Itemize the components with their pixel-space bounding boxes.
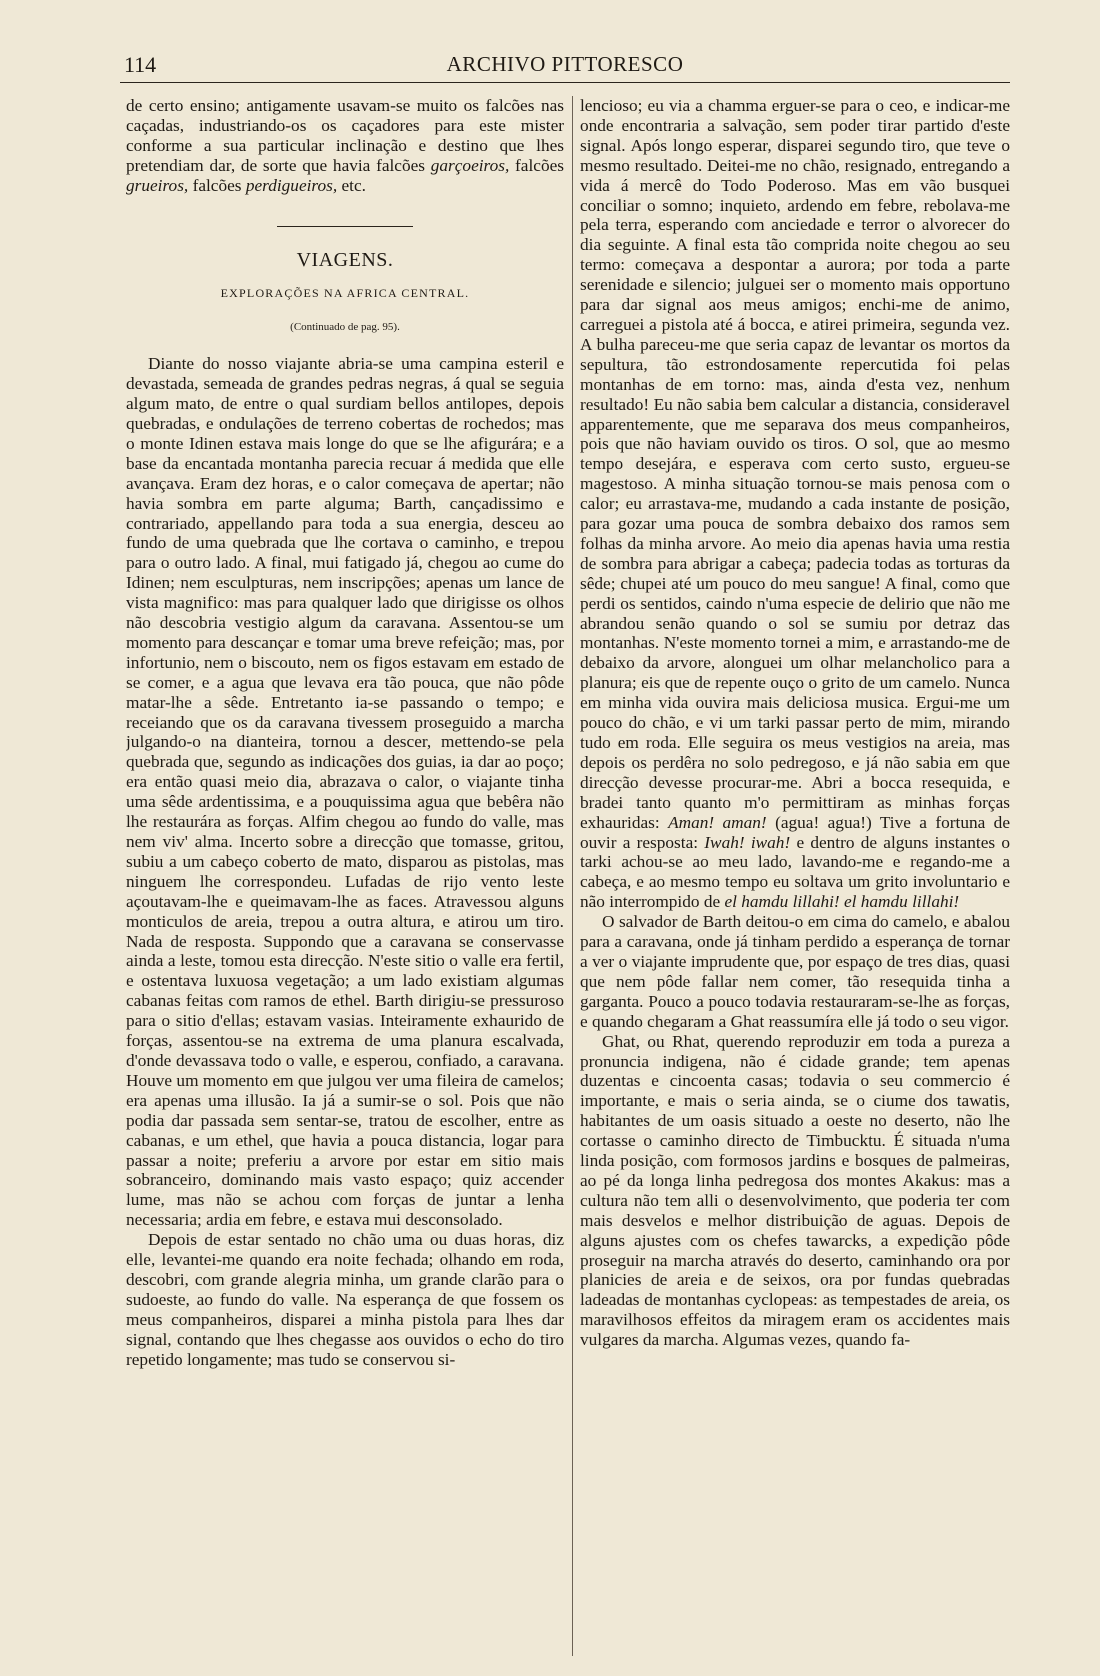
intro-paragraph [126,96,564,196]
body-paragraph [580,96,1010,912]
text-run: e dentro de alguns instantes o tarki achou-se ao meu lado, lavando-me e regando-me a cabeça, e ao mesmo tempo eu soltava um grito involuntario e não interrompido de [580,832,1010,912]
page-header [120,48,1010,83]
text-run: de certo ensino; antigamente usavam-se muito os falcões nas caçadas, industriando-os os caçadores para este mister conforme a sua particular inclinação e destino que lhes pretendiam dar, de sorte que havia falcões [126,96,564,175]
section-rule [277,226,413,227]
italic-text: el hamdu lillahi! el hamdu lillahi! [724,892,960,912]
column-divider [572,96,573,1656]
body-paragraph: Diante do nosso viajante abria-se uma campina esteril e devastada, semeada de grandes pedras negras, á qual se seguia algum mato, de entre o qual surdiam bellos antilopes, depois quebradas, e ondulações de terreno cobertas de rochedos; mas o monte Idinen estava mais longe do que se lhe afigurára; e a base da encantada montanha parecia recuar á medida que elle avançava. Eram dez horas, e o calor começava de apertar; não havia sombra em parte alguma; Barth, cançadissimo e contrariado, appellando para toda a sua energia, desceu ao fundo de uma quebrada que lhe cortava o caminho, e trepou para o outro lado. A final, mui fatigado já, chegou ao cume do Idinen; nem esculpturas, nem inscripções; apenas um lance de vista magnifico: mas para qualquer lado que dirigisse os olhos não descobria vestigio algum da caravana. Assentou-se um momento para descançar e tomar uma breve refeição; mas, por infortunio, nem o biscouto, nem os figos estavam em estado de se comer, e a agua que levava era tão pouca, que não pôde matar-lhe a sêde. Entretanto ia-se passando o tempo; e receiando que os da caravana tivessem proseguido a marcha julgando-o na dianteira, tornou a descer, mettendo-se pela quebrada que, segundo as indicações dos guias, ia dar ao poço; era então quasi meio dia, abrazava o calor, o viajante tinha uma sêde ardentissima, e a pouquissima agua que bebêra não lhe restaurára as forças. Alfim chegou ao fundo do valle, mas nem viv' alma. Incerto sobre a direcção que tomasse, gritou, subiu a um cabeço coberto de mato, disparou as pistolas, mas ninguem lhe correspondeu. Lufadas de rijo vento leste açoutavam-lhe e queimavam-lhe as faces. Atravessou alguns monticulos de areia, trepou a outra altura, e atirou um tiro. Nada de resposta. Suppondo que a caravana se conservasse ainda a leste, tomou esta direcção. N'este sitio o valle era fertil, e ostentava luxuosa vegetação; a um lado existiam algumas cabanas feitas com ramos de ethel. Barth dirigiu-se pressuroso para o sitio d'ellas; estavam vasias. Inteiramente exhaurido de forças, assentou-se na extrema de uma planura escalvada, d'onde devassava todo o valle, e esperou, confiado, a caravana. Houve um momento em que julgou ver uma fileira de camelos; era apenas uma illusão. Ia já a sumir-se o sol. Pois que não podia dar passada sem sentar-se, tratou de escolher, entre as cabanas, e um ethel, que havia a pouca distancia, logar para passar a noite; preferiu a arvore por estar em sitio mais sobranceiro, dominando mais vasto espaço; quiz accender lume, mas não se achou com forças de juntar a lenha necessaria; ardia em febre, e estava mui desconsolado. [126,354,564,1230]
page-number: 114 [124,52,157,77]
section-note: (Continuado de pag. 95). [290,321,400,334]
text-run: falcões [509,155,564,175]
text-run: falcões [188,175,246,195]
left-column [126,96,564,1666]
italic-text: garçoeiros, [430,155,510,175]
section-title: VIAGENS. [296,248,394,271]
body-paragraph: O salvador de Barth deitou-o em cima do camelo, e abalou para a caravana, onde já tinham perdido a esperança de tornar a ver o viajante imprudente que, por espaço de tres dias, quasi que nem pôde fallar nem comer, tão resequida tinha a garganta. Pouco a pouco todavia restauraram-se-lhe as forças, e quando chegaram a Ghat reassumíra elle já todo o seu vigor. [580,912,1010,1031]
italic-text: grueiros, [126,175,189,195]
running-head: ARCHIVO PITTORESCO [446,52,684,76]
body-paragraph: Ghat, ou Rhat, querendo reproduzir em toda a pureza a pronuncia indigena, não é cidade grande; tem apenas duzentas e cincoenta casas; todavia o seu commercio é importante, e mais o seria ainda, se o ciume dos tawatis, habitantes de um oasis situado a oeste no deserto, não lhe cortasse o caminho directo de Timbucktu. É situada n'uma linda posição, com formosos jardins e bosques de palmeiras, ao pé da longa linha pedregosa dos montes Akakus: mas a cultura não tem alli o desenvolvimento, que poderia ter com mais desvelos e melhor distribuição de aguas. Depois de alguns ajustes com os chefes tawarcks, a expedição pôde proseguir na marcha através do deserto, caminhando ora por planicies de areia e de seixos, ora por fundas quebradas ladeadas de montanhas cyclopeas: as tempestades de areia, os maravilhosos effeitos da miragem eram os accidentes mais vulgares da marcha. Algumas vezes, quando fa- [580,1031,1010,1350]
text-run: (agua! agua!) Tive a fortuna de ouvir a resposta: [580,812,1010,852]
text-run: etc. [337,175,366,195]
italic-text: Aman! aman! [668,812,767,832]
italic-text: Iwah! iwah! [704,832,791,852]
body-paragraph: Depois de estar sentado no chão uma ou duas horas, diz elle, levantei-me quando era noite fechada; olhando em roda, descobri, com grande alegria minha, um grande clarão para o sudoeste, ao fundo do valle. Na esperança de que fossem os meus companheiros, disparei a minha pistola para lhes dar signal, contando que lhes chegasse aos ouvidos o echo do tiro repetido longamente; mas tudo se conservou si- [126,1230,564,1369]
italic-text: perdigueiros, [245,175,338,195]
section-subtitle: EXPLORAÇÕES NA AFRICA CENTRAL. [220,286,470,301]
text-run: lencioso; eu via a chamma erguer-se para o ceo, e indicar-me onde encontraria a salvação, sem poder tirar partido d'este signal. Após longo esperar, disparei segundo tiro, que teve o mesmo resultado. Deitei-me no chão, resignado, entregando a vida á mercê do Todo Poderoso. Mas em vão busquei conciliar o somno; inquieto, ardendo em febre, rebolava-me pela terra, esperando com anciedade e terror o alvorecer do dia seguinte. A final esta tão comprida noite chegou ao seu termo: começava a despontar a aurora; por toda a parte serenidade e silencio; julguei ser o momento mais opportuno para dar signal aos meus amigos; enchi-me de animo, carreguei a pistola até á bocca, e atirei primeira, segunda vez. A bulha pareceu-me que seria capaz de levantar os mortos da sepultura, tão estrondosamente repercutida foi pelas montanhas de em torno: mas, ainda d'esta vez, nenhum resultado! Eu não sabia bem calcular a distancia, consideravel apparentemente, que me separava dos meus companheiros, pois que não haviam ouvido os tiros. O sol, que ao mesmo tempo desejára, e esperava com certo susto, ergueu-se magestoso. A minha situação tornou-se mais penosa com o calor; eu arrastava-me, mudando a cada instante de posição, para gozar uma pouca de sombra debaixo dos ramos sem folhas da minha arvore. Ao meio dia apenas havia uma restia de sombra para abrigar a cabeça; padecia todas as torturas da sêde; chupei até um pouco do meu sangue! A final, como que perdi os sentidos, caindo n'uma especie de delirio que não me abrandou senão quando o sol se sumiu por detraz das montanhas. N'este momento tornei a mim, e arrastando-me de debaixo da arvore, alonguei um olhar melancholico para a planura; eis que de repente ouço o grito de um camelo. Nunca em minha vida ouvira mais deliciosa musica. Ergui-me um pouco do chão, e vi um tarki passar perto de mim, mirando tudo em roda. Elle seguira os meus vestigios na areia, mas depois os perdêra no solo pedregoso, e já não sabia em que direcção devesse procurar-me. Abri a bocca resequida, e bradei tanto quanto m'o permittiram as minhas forças exhauridas: [580,96,1010,832]
right-column [580,96,1010,1666]
